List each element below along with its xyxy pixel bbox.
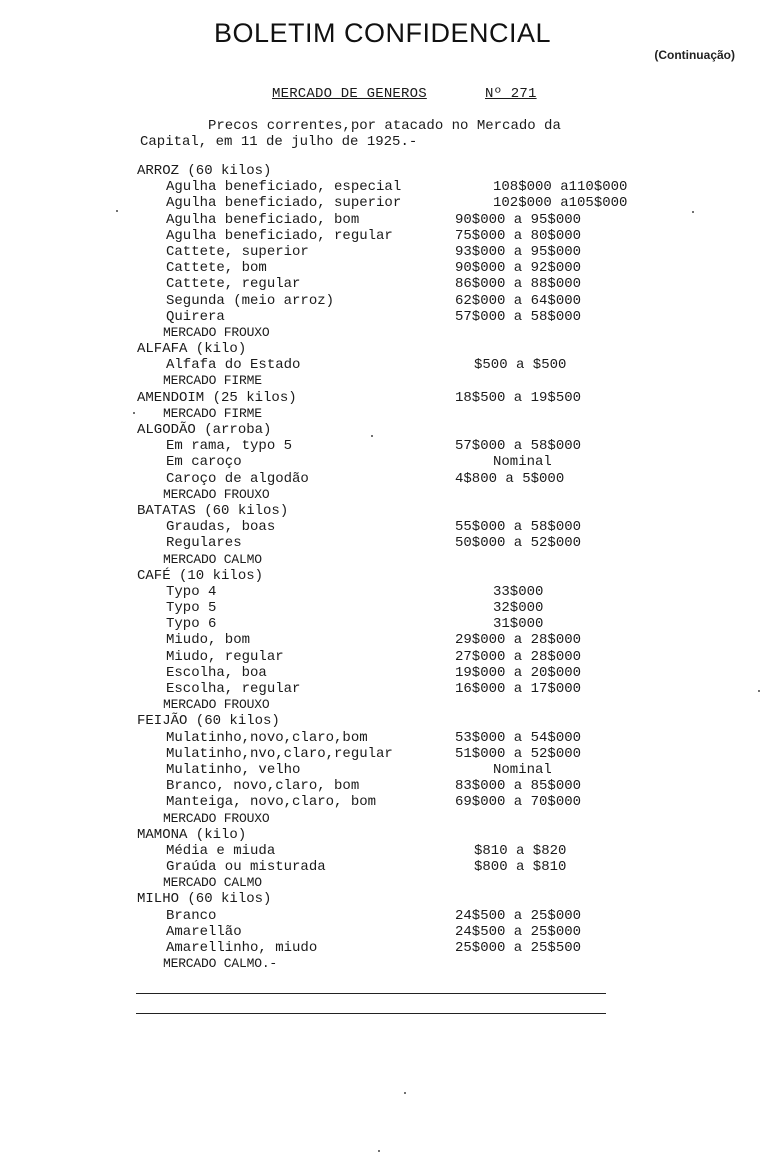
category-row — [0, 827, 765, 843]
price-row — [0, 649, 765, 665]
item-price: 27$000 a 28$000 — [455, 648, 582, 665]
item-price: 69$000 a 70$000 — [455, 794, 582, 811]
category-label: ARROZ (60 kilos) — [137, 163, 272, 179]
item-price: 4$800 a 5$000 — [455, 470, 565, 487]
price-row — [0, 859, 765, 875]
item-price: 62$000 a 64$000 — [455, 292, 582, 309]
item-label: Em rama, typo 5 — [166, 438, 293, 455]
market-status: MERCADO FROUXO — [163, 324, 270, 340]
item-price: 50$000 a 52$000 — [455, 535, 582, 552]
item-price: Nominal — [493, 454, 552, 471]
item-label: Amarellinho, miudo — [166, 940, 318, 956]
item-label: Manteiga, novo,claro, bom — [166, 794, 377, 811]
item-label: Caroço de algodão — [166, 470, 309, 487]
category-label: MAMONA (kilo) — [137, 826, 247, 843]
category-label: CAFÉ (10 kilos) — [137, 567, 264, 584]
item-price: 108$000 a110$000 — [493, 179, 628, 196]
category-row — [0, 891, 765, 907]
market-status-row — [0, 487, 765, 503]
price-row — [0, 632, 765, 648]
market-status: MERCADO CALMO — [163, 551, 262, 567]
category-row — [0, 503, 765, 519]
item-price: Nominal — [493, 761, 552, 778]
price-row — [0, 309, 765, 325]
item-price: 51$000 a 52$000 — [455, 745, 582, 762]
item-label: Cattete, superior — [166, 243, 309, 260]
paper-speck — [378, 1150, 380, 1152]
market-status-row — [0, 373, 765, 389]
price-row — [0, 778, 765, 794]
item-price: 83$000 a 85$000 — [455, 778, 582, 795]
price-row — [0, 940, 765, 956]
item-label: Graudas, boas — [166, 519, 276, 536]
item-label: Em caroço — [166, 454, 242, 471]
market-status-row — [0, 956, 765, 972]
price-row — [0, 293, 765, 309]
item-label: Amarellão — [166, 923, 242, 940]
item-price: 90$000 a 95$000 — [455, 211, 582, 228]
category-row — [0, 390, 765, 406]
category-row — [0, 163, 765, 179]
item-price: 31$000 — [493, 616, 544, 633]
item-label: Typo 4 — [166, 583, 217, 600]
market-status: MERCADO FIRME — [163, 373, 262, 389]
market-status-row — [0, 552, 765, 568]
item-price: 57$000 a 58$000 — [455, 438, 582, 455]
price-row — [0, 584, 765, 600]
item-price: 93$000 a 95$000 — [455, 243, 582, 260]
market-status: MERCADO FIRME — [163, 405, 262, 421]
intro-line-1: Precos correntes,por atacado no Mercado da — [208, 118, 561, 134]
item-price: 53$000 a 54$000 — [455, 729, 582, 746]
paper-speck — [758, 690, 760, 692]
item-price: 25$000 a 25$500 — [455, 940, 582, 956]
price-row — [0, 924, 765, 940]
item-label: Agulha beneficiado, regular — [166, 227, 393, 244]
bulletin-title: BOLETIM CONFIDENCIAL — [213, 18, 552, 48]
item-label: Agulha beneficiado, especial — [166, 179, 402, 196]
item-label: Branco, novo,claro, bom — [166, 778, 360, 795]
market-status-row — [0, 325, 765, 341]
item-label: Miudo, regular — [166, 648, 284, 665]
item-label: Alfafa do Estado — [166, 357, 301, 374]
divider-line-2 — [136, 1013, 606, 1014]
item-label: Regulares — [166, 535, 242, 552]
item-label: Typo 5 — [166, 600, 217, 617]
item-label: Segunda (meio arroz) — [166, 292, 335, 309]
item-price: 29$000 a 28$000 — [455, 632, 582, 649]
continuation-note: (Continuação) — [654, 48, 735, 62]
item-price: 33$000 — [493, 583, 544, 600]
item-price: 75$000 a 80$000 — [455, 227, 582, 244]
price-row — [0, 794, 765, 810]
item-label: Mulatinho, velho — [166, 761, 301, 778]
price-row — [0, 260, 765, 276]
item-label: Miudo, bom — [166, 632, 251, 649]
item-label: Mulatinho,nvo,claro,regular — [166, 745, 393, 762]
category-label: MILHO (60 kilos) — [137, 891, 272, 908]
item-price: 55$000 a 58$000 — [455, 519, 582, 536]
item-price: 86$000 a 88$000 — [455, 276, 582, 293]
paper-speck — [371, 435, 373, 437]
section-title: MERCADO DE GENEROS — [272, 86, 427, 102]
item-label: Branco — [166, 907, 217, 924]
price-row — [0, 179, 765, 195]
section-heading — [272, 86, 537, 102]
item-price: 102$000 a105$000 — [493, 195, 628, 212]
price-row — [0, 244, 765, 260]
item-label: Graúda ou misturada — [166, 859, 326, 876]
price-row — [0, 454, 765, 470]
item-label: Média e miuda — [166, 842, 276, 859]
market-status-row — [0, 697, 765, 713]
category-row — [0, 422, 765, 438]
market-status: MERCADO FROUXO — [163, 697, 270, 713]
category-label: ALFAFA (kilo) — [137, 341, 247, 358]
price-row — [0, 357, 765, 373]
price-row — [0, 746, 765, 762]
item-label: Quirera — [166, 308, 225, 325]
price-row — [0, 600, 765, 616]
item-price: 18$500 a 19$500 — [455, 389, 582, 406]
item-price: $810 a $820 — [474, 842, 567, 859]
price-row — [0, 535, 765, 551]
price-row — [0, 471, 765, 487]
market-status: MERCADO FROUXO — [163, 810, 270, 826]
market-status: MERCADO CALMO.- — [163, 956, 278, 972]
price-list — [0, 163, 765, 972]
item-label: Cattete, regular — [166, 276, 301, 293]
market-status-row — [0, 406, 765, 422]
category-row — [0, 568, 765, 584]
item-label: Mulatinho,novo,claro,bom — [166, 729, 368, 746]
paper-speck — [692, 211, 694, 213]
market-status: MERCADO FROUXO — [163, 486, 270, 502]
price-row — [0, 276, 765, 292]
item-price: 19$000 a 20$000 — [455, 664, 582, 681]
market-status-row — [0, 811, 765, 827]
category-row — [0, 341, 765, 357]
item-label: Escolha, regular — [166, 681, 301, 697]
category-row — [0, 713, 765, 729]
paper-speck — [116, 210, 118, 212]
price-row — [0, 195, 765, 211]
item-label: Typo 6 — [166, 616, 217, 633]
item-price: $500 a $500 — [474, 357, 567, 374]
item-price: 24$500 a 25$000 — [455, 923, 582, 940]
paper-speck — [404, 1092, 406, 1094]
bulletin-number: Nº 271 — [485, 86, 537, 102]
item-price: 24$500 a 25$000 — [455, 907, 582, 924]
item-price: $800 a $810 — [474, 859, 567, 876]
price-row — [0, 730, 765, 746]
market-status-row — [0, 875, 765, 891]
intro-line-2: Capital, em 11 de julho de 1925.- — [140, 134, 418, 150]
category-label: FEIJÃO (60 kilos) — [137, 713, 280, 730]
price-row — [0, 438, 765, 454]
category-label: ALGODÃO (arroba) — [137, 422, 272, 438]
price-row — [0, 228, 765, 244]
price-row — [0, 762, 765, 778]
item-price: 90$000 a 92$000 — [455, 260, 582, 277]
price-row — [0, 519, 765, 535]
item-label: Agulha beneficiado, superior — [166, 195, 402, 212]
price-row — [0, 908, 765, 924]
price-row — [0, 843, 765, 859]
item-label: Escolha, boa — [166, 664, 267, 681]
category-label: AMENDOIM (25 kilos) — [137, 389, 297, 406]
item-label: Cattete, bom — [166, 260, 267, 277]
price-row — [0, 212, 765, 228]
price-row — [0, 616, 765, 632]
category-label: BATATAS (60 kilos) — [137, 502, 289, 519]
price-row — [0, 681, 765, 697]
paper-speck — [133, 412, 135, 414]
item-price: 57$000 a 58$000 — [455, 308, 582, 325]
price-row — [0, 665, 765, 681]
item-label: Agulha beneficiado, bom — [166, 211, 360, 228]
item-price: 32$000 — [493, 600, 544, 617]
item-price: 16$000 a 17$000 — [455, 681, 582, 697]
divider-line-1 — [136, 993, 606, 994]
market-status: MERCADO CALMO — [163, 875, 262, 891]
